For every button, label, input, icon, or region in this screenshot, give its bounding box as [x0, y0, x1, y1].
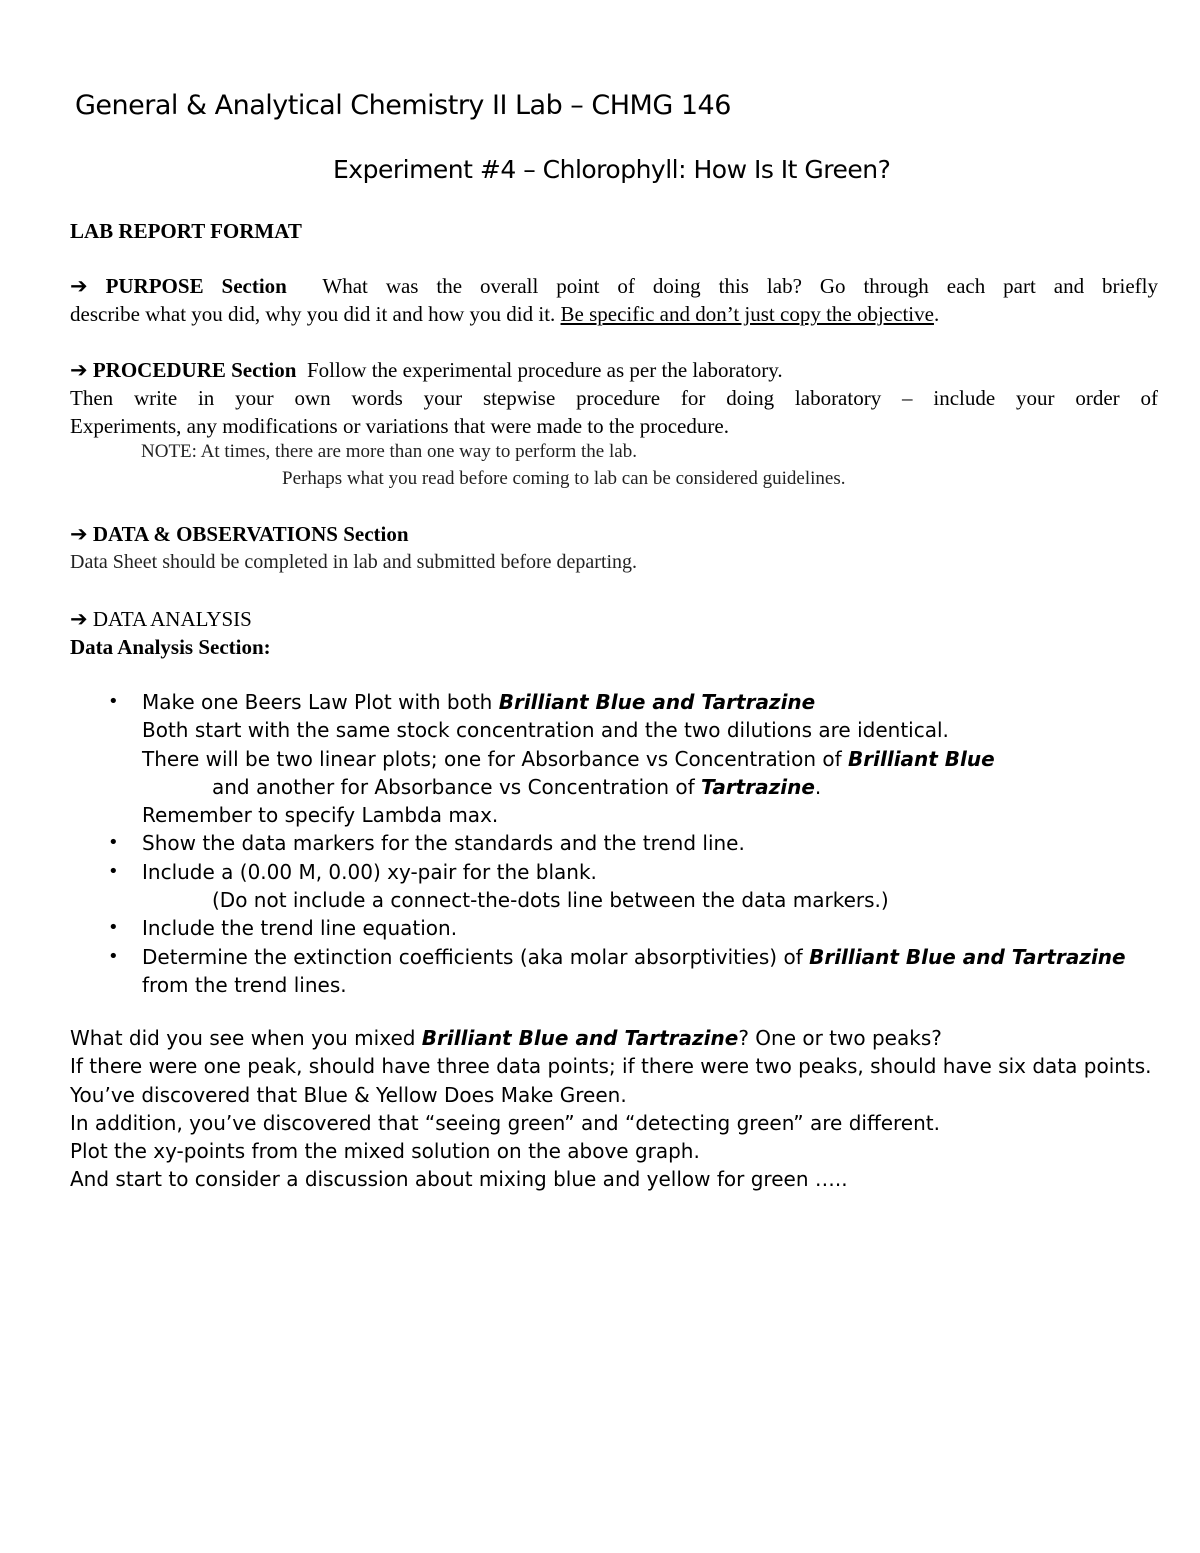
list-item-continuation: and another for Absorbance vs Concentration of Tartrazine. — [212, 774, 822, 799]
list-item-continuation: Remember to specify Lambda max. — [142, 803, 499, 828]
bullet-icon: • — [108, 860, 119, 882]
closing-line-1: What did you see when you mixed Brilliant Blue and Tartrazine? One or two peaks? — [70, 1026, 942, 1050]
bullet-icon: • — [108, 832, 119, 854]
purpose-section — [70, 272, 1158, 328]
procedure-line-3: Experiments, any modifications or variations that were made to the procedure. — [70, 414, 729, 438]
analysis-bullet-list — [70, 688, 1170, 999]
bullet-icon: • — [108, 945, 119, 967]
arrow-icon: ➔ — [70, 522, 88, 546]
bullet-icon: • — [108, 917, 119, 939]
purpose-heading: PURPOSE Section — [105, 274, 287, 298]
purpose-text-2: describe what you did, why you did it and how you did it. — [70, 302, 561, 326]
purpose-line-1 — [70, 272, 1158, 300]
closing-line-4: In addition, you’ve discovered that “seeing green” and “detecting green” are different. — [70, 1110, 940, 1135]
closing-line-6: And start to consider a discussion about mixing blue and yellow for green ….. — [70, 1167, 848, 1192]
procedure-note-1: NOTE: At times, there are more than one way to perform the lab. — [141, 441, 637, 462]
list-item: • Determine the extinction coefficients (aka molar absorptivities) of Brilliant Blue and Tartrazine — [70, 943, 1170, 971]
arrow-icon: ➔ — [70, 358, 88, 382]
list-item-continuation: There will be two linear plots; one for Absorbance vs Concentration of Brilliant Blue — [142, 746, 995, 771]
purpose-text-1: What was the overall point of doing this lab? Go through each part and briefly — [322, 274, 1159, 298]
lab-report-format-heading: LAB REPORT FORMAT — [70, 219, 302, 243]
procedure-line-1 — [70, 356, 1158, 384]
course-title: General & Analytical Chemistry II Lab – CHMG 146 — [75, 90, 731, 121]
data-obs-heading-line — [70, 520, 1158, 548]
arrow-icon: ➔ — [70, 274, 88, 298]
list-item: • Show the data markers for the standards and the trend line. — [70, 829, 1170, 857]
procedure-heading: PROCEDURE Section — [92, 358, 297, 382]
closing-line-3: You’ve discovered that Blue & Yellow Does Make Green. — [70, 1082, 627, 1107]
arrow-icon: ➔ — [70, 607, 88, 631]
list-item: • Make one Beers Law Plot with both Brilliant Blue and Tartrazine — [70, 688, 1170, 716]
data-analysis-heading: DATA ANALYSIS — [92, 607, 252, 631]
data-analysis-heading-line — [70, 605, 1158, 633]
data-obs-text: Data Sheet should be completed in lab and submitted before departing. — [70, 551, 638, 573]
procedure-section — [70, 356, 1158, 440]
closing-line-5: Plot the xy-points from the mixed solution on the above graph. — [70, 1139, 700, 1164]
data-analysis-section — [70, 605, 1158, 661]
procedure-text-1: Follow the experimental procedure as per the laboratory. — [306, 358, 783, 382]
data-observations-section — [70, 520, 1158, 576]
list-item: • Include the trend line equation. — [70, 914, 1170, 942]
closing-paragraph — [70, 1024, 1190, 1194]
experiment-title: Experiment #4 – Chlorophyll: How Is It Green? — [333, 155, 891, 184]
closing-line-2: If there were one peak, should have three data points; if there were two peaks, should have six data points. — [70, 1054, 1152, 1079]
purpose-emphasis: Be specific and don’t just copy the objective — [560, 302, 934, 326]
data-obs-heading: DATA & OBSERVATIONS Section — [92, 522, 409, 546]
list-item-continuation: Both start with the same stock concentration and the two dilutions are identical. — [142, 718, 949, 743]
procedure-note-2: Perhaps what you read before coming to lab can be considered guidelines. — [282, 468, 846, 489]
bullet-icon: • — [108, 691, 119, 712]
data-analysis-subheading: Data Analysis Section: — [70, 635, 271, 659]
procedure-line-2: Then write in your own words your stepwise procedure for doing laboratory – include your order of — [70, 386, 1158, 410]
list-item-continuation: (Do not include a connect-the-dots line between the data markers.) — [212, 888, 889, 913]
list-item: • Include a (0.00 M, 0.00) xy-pair for the blank. — [70, 858, 1170, 886]
purpose-line-2: describe what you did, why you did it and how you did it. Be specific and don’t just copy the objective. — [70, 302, 940, 326]
list-item-continuation: from the trend lines. — [142, 972, 347, 997]
